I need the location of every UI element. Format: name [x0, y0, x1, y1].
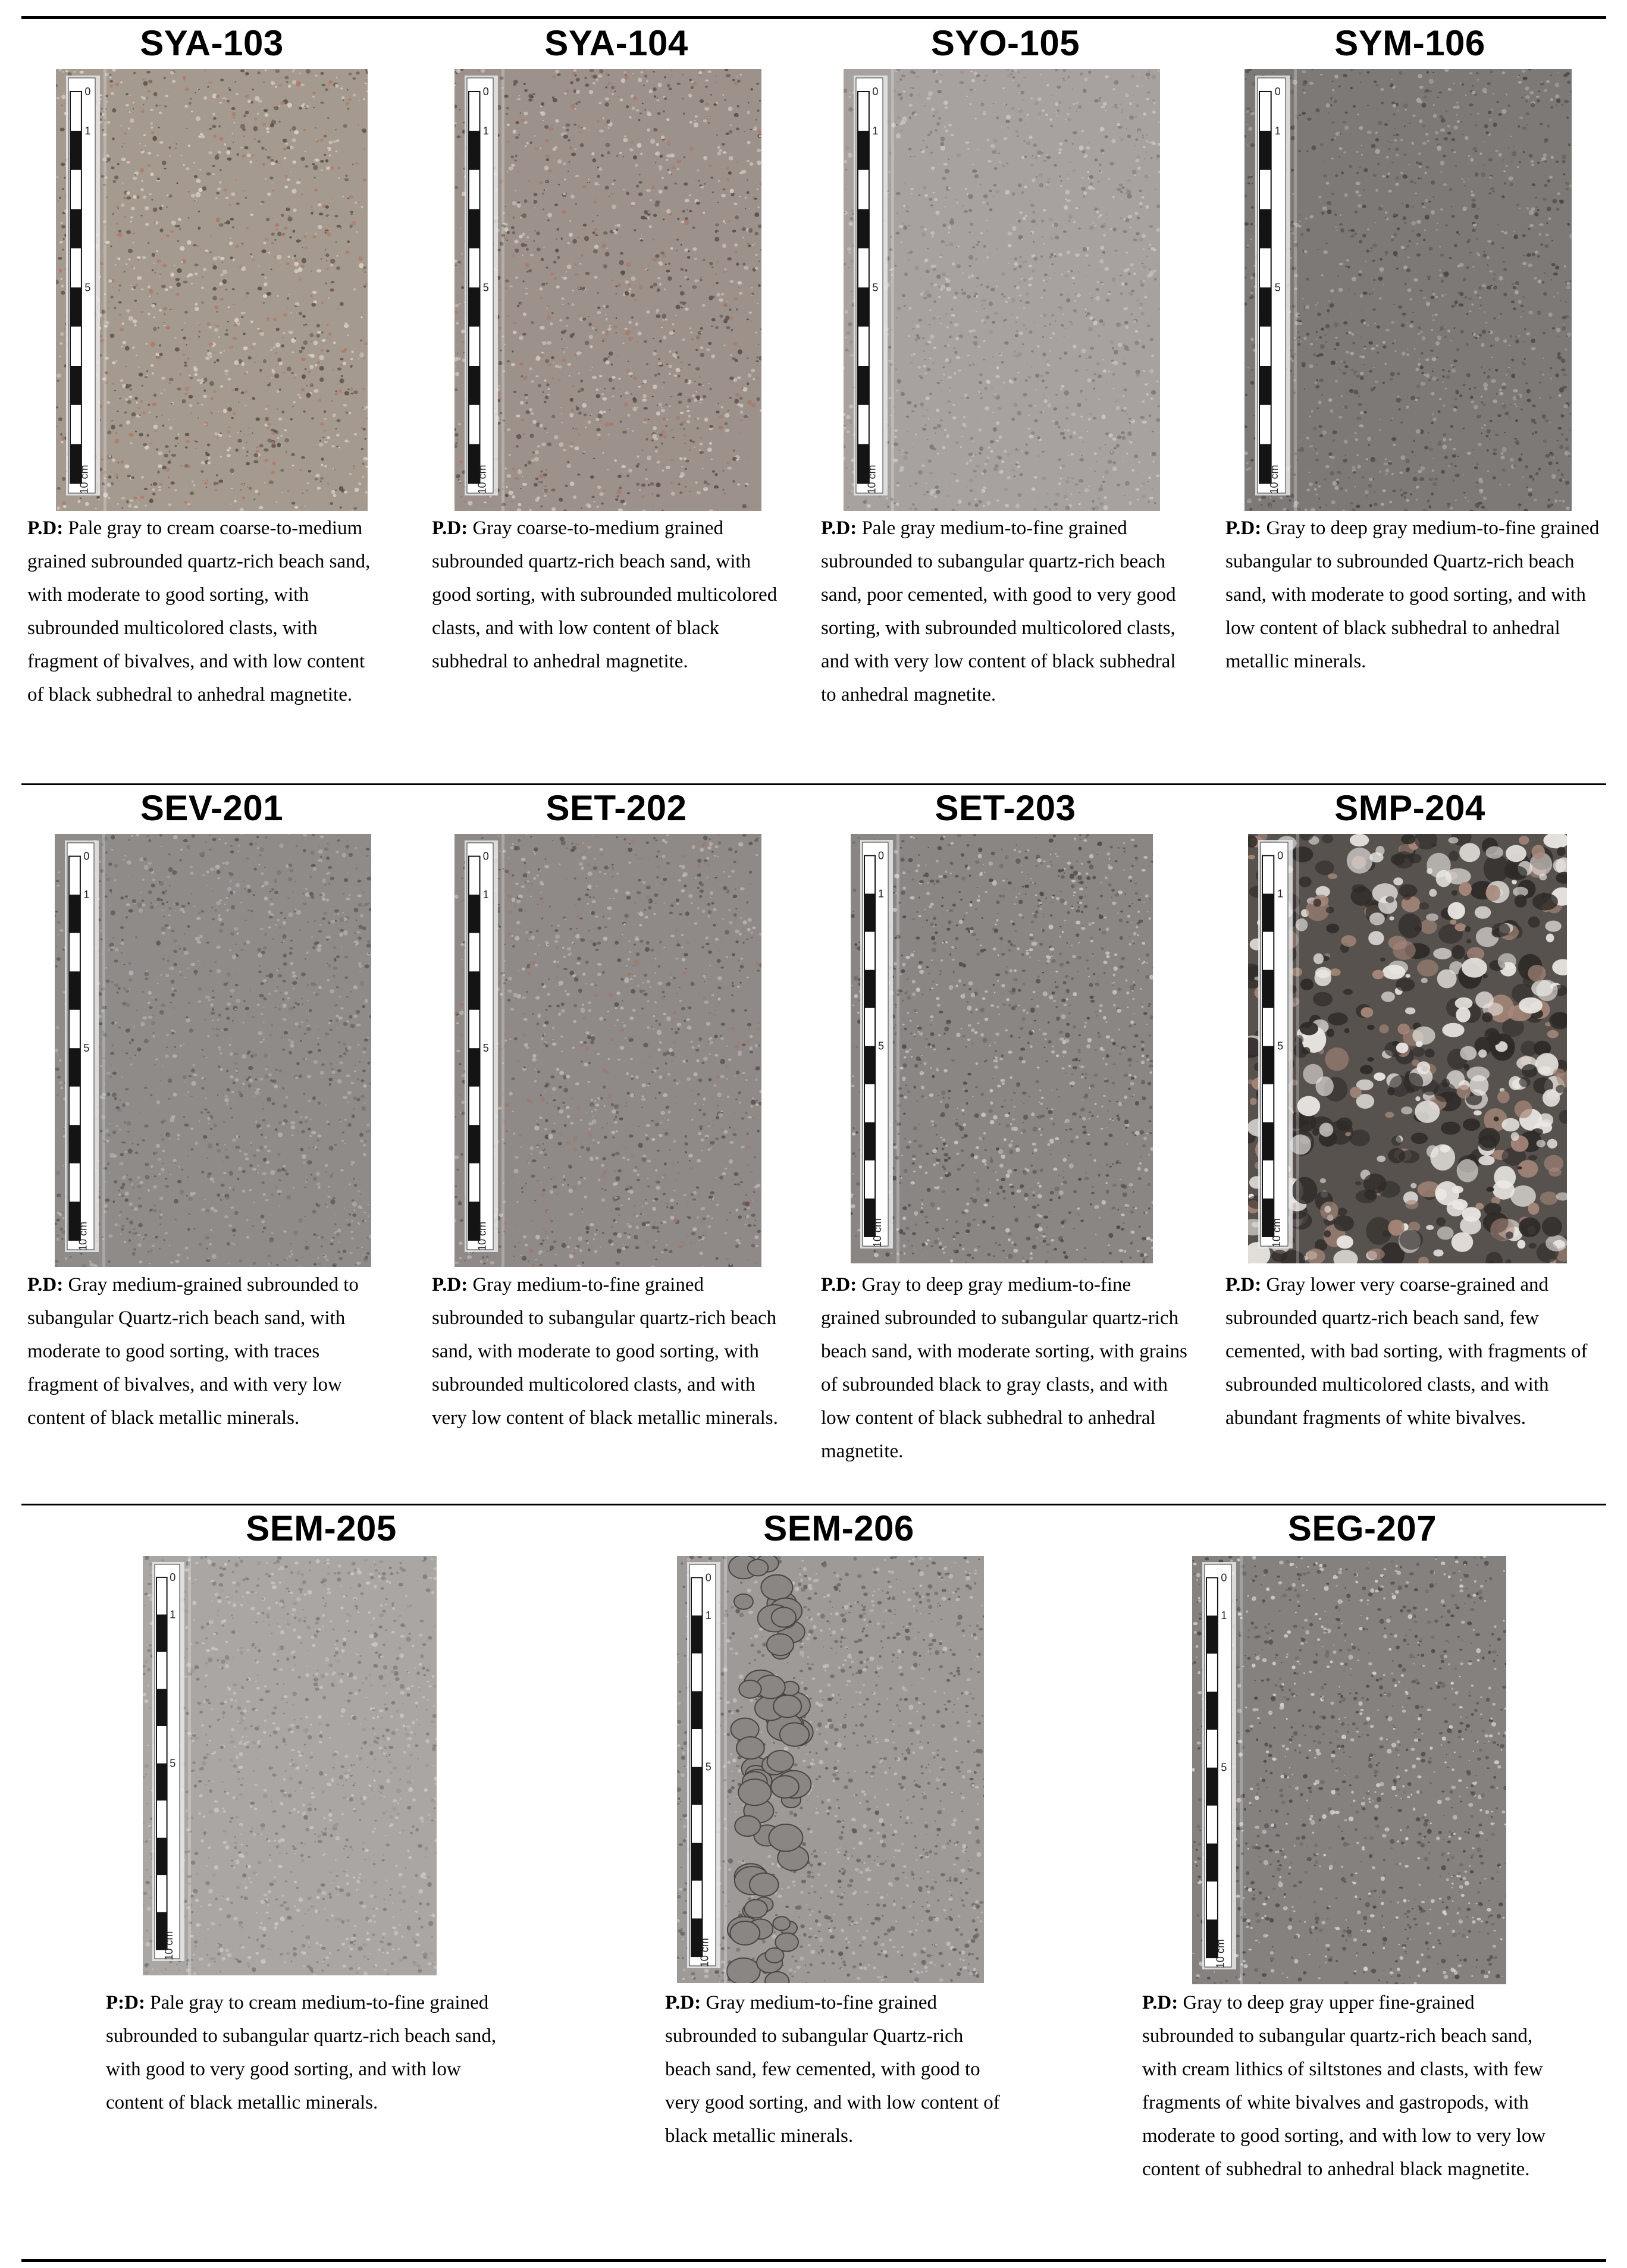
scale-tick-label: 1 [872, 124, 879, 137]
sample-photo [55, 834, 371, 1267]
description-text: Gray to deep gray upper fine-grained subrounded to subangular quartz-rich beach sand, with cream lithics of siltstones and clasts, with few fragments of white bivalves and gastropods, with moderate to good sorting, and with low to very low content of subhedral to anhedral black magnetite. [1142, 1992, 1546, 2180]
scale-tick-label: 5 [1277, 1040, 1284, 1052]
sample-title: SEG-207 [1287, 1508, 1437, 1548]
sample-photo-canvas [844, 69, 1160, 511]
scale-tick-label: 0 [1221, 1571, 1227, 1584]
sample-description [106, 1986, 522, 2119]
scale-tick-label: 5 [482, 281, 489, 294]
sample-photo [851, 834, 1153, 1263]
scale-tick-label: 1 [84, 124, 91, 137]
sand-background [454, 69, 761, 511]
sample-card [815, 785, 1196, 1502]
sample-description [432, 512, 789, 678]
sample-photo-canvas [1244, 69, 1572, 511]
description-text: Gray medium-to-fine grained subrounded to subangular Quartz-rich beach sand, few cemented, with good to very good sorting, and with low content of black metallic minerals. [665, 1992, 1000, 2147]
description-text: Pale gray to cream medium-to-fine grained subrounded to subangular quartz-rich beach sand, with good to very good sorting, and with low content of black metallic minerals. [106, 1992, 497, 2113]
sample-photo-canvas [143, 1556, 437, 1975]
sample-title: SEM-206 [763, 1508, 914, 1548]
pd-label: P.D: [432, 517, 468, 539]
scale-tick-label: 0 [705, 1571, 711, 1584]
sample-description [1142, 1986, 1559, 2186]
sample-photo [844, 69, 1160, 511]
sample-title: SET-202 [546, 788, 687, 828]
scale-tick-label: 5 [1274, 281, 1281, 294]
sample-photo [1192, 1556, 1506, 1984]
sample-photo-canvas [454, 69, 761, 511]
scale-unit-label: 10 cm [476, 1221, 488, 1251]
sample-photo [1244, 69, 1572, 511]
measuring-scale [687, 1562, 720, 1968]
sample-photo [454, 834, 761, 1267]
measuring-scale [1255, 76, 1290, 495]
scale-tick-label: 1 [482, 124, 489, 137]
sample-photo-canvas [55, 834, 371, 1267]
description-text: Pale gray medium-to-fine grained subrounded to subangular quartz-rich beach sand, poor cemented, with good to very good sorting, with subrounded multicolored clasts, and with very low content of black subhedral to anhedral magnetite. [821, 517, 1176, 705]
sand-background [844, 69, 1160, 511]
scale-unit-label: 10 cm [1271, 1218, 1283, 1248]
sample-description [821, 512, 1178, 711]
sample-card [1220, 20, 1600, 782]
description-text: Pale gray to cream coarse-to-medium grained subrounded quartz-rich beach sand, with moderate to good sorting, with subrounded multicolored clasts, with fragment of bivalves, and with low content of black subhedral to anhedral magnetite. [27, 517, 371, 705]
sample-photo-canvas [1248, 834, 1567, 1263]
sample-card [815, 20, 1196, 782]
scale-tick-label: 5 [872, 281, 879, 294]
scale-tick-label: 5 [170, 1757, 176, 1770]
scale-unit-label: 10 cm [476, 465, 488, 494]
pd-label: P:D: [106, 1992, 145, 2013]
sample-card [1220, 785, 1600, 1502]
scale-unit-label: 10 cm [1268, 465, 1280, 494]
pd-label: P.D: [1142, 1992, 1178, 2013]
sample-title: SYM-106 [1334, 23, 1485, 63]
scale-unit-label: 10 cm [866, 465, 878, 494]
scale-tick-label: 1 [1274, 124, 1281, 137]
description-text: Gray coarse-to-medium grained subrounded quartz-rich beach sand, with good sorting, with subrounded multicolored clasts, and with low content of black subhedral to anhedral magnetite. [432, 517, 778, 672]
measuring-scale [66, 76, 100, 495]
sample-title: SEV-201 [140, 788, 284, 828]
scale-unit-label: 10 cm [163, 1931, 175, 1960]
sample-card [1130, 1505, 1594, 2258]
scale-tick-label: 1 [1277, 887, 1284, 900]
scale-tick-label: 0 [482, 86, 489, 98]
scale-tick-label: 0 [170, 1571, 176, 1583]
top-rule [21, 16, 1606, 19]
measuring-scale [465, 76, 498, 495]
sample-photo-canvas [1192, 1556, 1506, 1984]
sample-photo [143, 1556, 437, 1975]
scale-tick-label: 0 [1277, 849, 1284, 862]
sample-photo [454, 69, 761, 511]
sample-title: SYA-104 [544, 23, 688, 63]
scale-tick-label: 1 [705, 1610, 711, 1621]
sample-description [821, 1268, 1190, 1468]
measuring-scale [65, 840, 99, 1252]
sample-photo-canvas [454, 834, 761, 1267]
scale-tick-label: 0 [84, 86, 91, 98]
scale-unit-label: 10 cm [78, 465, 90, 494]
scale-unit-label: 10 cm [77, 1221, 89, 1251]
pd-label: P.D: [821, 1274, 857, 1295]
scale-tick-label: 5 [84, 281, 91, 294]
sand-background [851, 834, 1153, 1263]
measuring-scale [152, 1562, 184, 1961]
pd-label: P.D: [1225, 1274, 1262, 1295]
pd-label: P.D: [432, 1274, 468, 1295]
bottom-rule [21, 2259, 1606, 2262]
sample-photo [677, 1556, 984, 1983]
scale-tick-label: 1 [1221, 1610, 1227, 1622]
measuring-scale [854, 76, 888, 495]
scale-unit-label: 10 cm [872, 1218, 883, 1248]
sample-photo [56, 69, 368, 511]
scale-tick-label: 0 [482, 850, 489, 862]
sample-title: SYA-103 [140, 23, 284, 63]
scale-tick-label: 5 [877, 1040, 885, 1052]
sample-card [426, 20, 807, 782]
sample-photo-canvas [677, 1556, 984, 1983]
sample-title: SEM-205 [246, 1508, 397, 1548]
sample-photo [1248, 834, 1567, 1263]
scale-tick-label: 1 [170, 1608, 176, 1621]
sample-card [426, 785, 807, 1502]
measuring-scale [1202, 1562, 1236, 1969]
sample-card [21, 785, 402, 1502]
sample-description [27, 1268, 384, 1435]
sample-description [665, 1986, 1010, 2153]
scale-tick-label: 1 [877, 887, 885, 900]
scale-tick-label: 5 [83, 1042, 90, 1055]
sample-title: SET-203 [935, 788, 1076, 828]
scale-unit-label: 10 cm [1214, 1939, 1227, 1969]
scale-tick-label: 5 [705, 1761, 711, 1773]
pd-label: P.D: [821, 517, 857, 539]
sample-description [1225, 512, 1600, 678]
sample-photo-canvas [851, 834, 1153, 1263]
scale-tick-label: 0 [877, 849, 885, 862]
description-text: Gray medium-to-fine grained subrounded to subangular quartz-rich beach sand, with moderate to good sorting, with subrounded multicolored clasts, and with very low content of black metallic minerals. [432, 1274, 778, 1429]
scale-tick-label: 1 [482, 889, 489, 901]
description-text: Gray lower very coarse-grained and subrounded quartz-rich beach sand, few cemented, with bad sorting, with fragments of subrounded multicolored clasts, and with abundant fragments of white bivalves. [1225, 1274, 1588, 1429]
measuring-scale [1258, 840, 1293, 1249]
sample-card [21, 20, 402, 782]
sample-card [95, 1505, 547, 2258]
description-text: Gray to deep gray medium-to-fine grained subrounded to subangular quartz-rich beach sand, with moderate sorting, with grains of subrounded black to gray clasts, and with low content of black subhedral to anhedral magnetite. [821, 1274, 1187, 1462]
sample-photo-canvas [56, 69, 368, 511]
scale-tick-label: 0 [83, 850, 90, 862]
scale-tick-label: 0 [1274, 86, 1281, 98]
pd-label: P.D: [27, 1274, 64, 1295]
sample-title: SYO-105 [930, 23, 1080, 63]
sample-description [432, 1268, 789, 1435]
measuring-scale [465, 840, 498, 1252]
sample-description [1225, 1268, 1600, 1435]
scale-unit-label: 10 cm [698, 1938, 711, 1968]
scale-tick-label: 5 [482, 1042, 489, 1055]
sample-title: SMP-204 [1334, 788, 1485, 828]
description-text: Gray medium-grained subrounded to subangular Quartz-rich beach sand, with moderate to good sorting, with traces fragment of bivalves, and with very low content of black metallic minerals. [27, 1274, 359, 1429]
measuring-scale [860, 840, 893, 1249]
pd-label: P.D: [1225, 517, 1262, 539]
scale-tick-label: 5 [1221, 1761, 1227, 1774]
sample-description [27, 512, 384, 711]
pd-label: P.D: [665, 1992, 701, 2013]
sample-card [654, 1505, 1023, 2258]
pd-label: P.D: [27, 517, 64, 539]
scale-tick-label: 1 [83, 889, 90, 901]
scale-tick-label: 0 [872, 86, 879, 98]
description-text: Gray to deep gray medium-to-fine grained subangular to subrounded Quartz-rich beach sand, with moderate to good sorting, and with low content of black subhedral to anhedral metallic minerals. [1225, 517, 1600, 672]
sand-background [143, 1556, 437, 1975]
